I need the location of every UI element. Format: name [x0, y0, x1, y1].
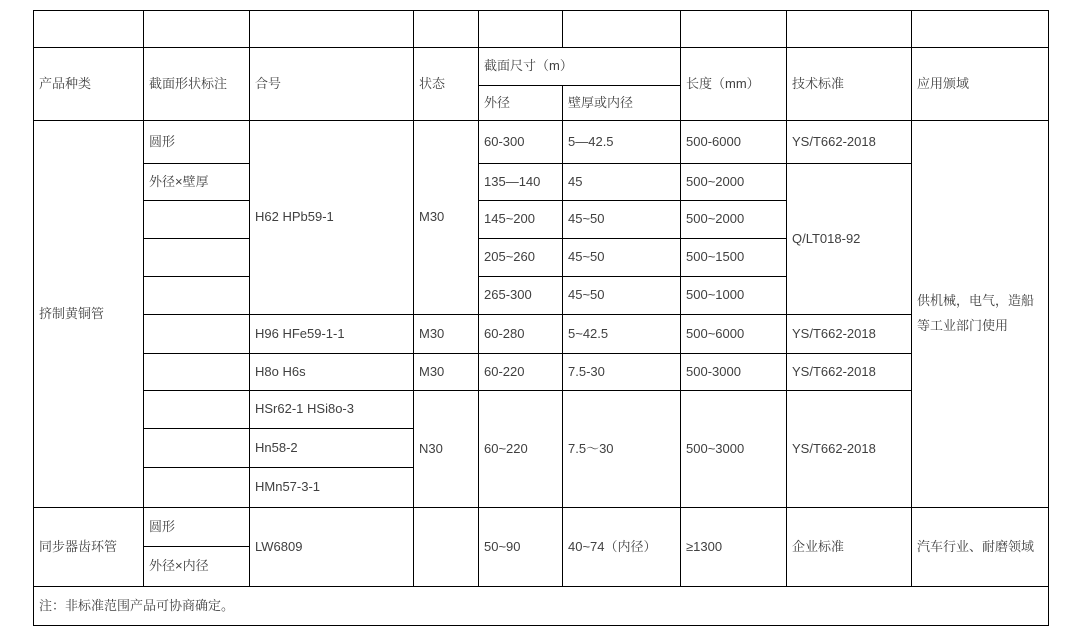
- header-section-shape: 截面形状标注: [144, 48, 250, 121]
- cell-wall: 7.5～30: [563, 391, 681, 508]
- header-application: 应用颁域: [912, 48, 1049, 121]
- cell-state: N30: [414, 391, 479, 508]
- blank-cell: [787, 11, 912, 48]
- cell-od: 135—140: [479, 164, 563, 201]
- cell-state: M30: [414, 315, 479, 354]
- cell-wall: 40~74（内径）: [563, 508, 681, 587]
- product-name-synchronizer: 同步器齿环管: [34, 508, 144, 587]
- cell-shape: [144, 429, 250, 468]
- header-alloy: 合号: [250, 48, 414, 121]
- cell-od: 265-300: [479, 277, 563, 315]
- cell-alloy: Hn58-2: [250, 429, 414, 468]
- cell-shape: 外径×壁厚: [144, 164, 250, 201]
- header-length: 长度（mm）: [681, 48, 787, 121]
- cell-standard: YS/T662-2018: [787, 121, 912, 164]
- cell-shape: [144, 277, 250, 315]
- cell-shape: [144, 315, 250, 354]
- blank-cell: [912, 11, 1049, 48]
- blank-cell: [681, 11, 787, 48]
- cell-shape: [144, 391, 250, 429]
- cell-wall: 7.5-30: [563, 354, 681, 391]
- blank-cell: [479, 11, 563, 48]
- header-outer-diameter: 外径: [479, 86, 563, 121]
- cell-shape: 外径×内径: [144, 547, 250, 587]
- cell-shape: [144, 239, 250, 277]
- cell-length: 500-6000: [681, 121, 787, 164]
- cell-shape: 圆形: [144, 121, 250, 164]
- header-tech-standard: 技术标准: [787, 48, 912, 121]
- cell-application-synchronizer: 汽车行业、耐磨领域: [912, 508, 1049, 587]
- cell-length: 500-3000: [681, 354, 787, 391]
- cell-od: 145~200: [479, 201, 563, 239]
- header-wall-or-inner: 壁厚或内径: [563, 86, 681, 121]
- cell-standard: YS/T662-2018: [787, 354, 912, 391]
- blank-cell: [414, 11, 479, 48]
- cell-state: M30: [414, 354, 479, 391]
- cell-standard: YS/T662-2018: [787, 391, 912, 508]
- table-row: [34, 354, 1049, 391]
- cell-application-extruded: 供机械，电气，造船等工业部门使用: [912, 121, 1049, 508]
- cell-state: M30: [414, 121, 479, 315]
- blank-cell: [34, 11, 144, 48]
- cell-alloy: H96 HFe59-1-1: [250, 315, 414, 354]
- cell-od: 60~220: [479, 391, 563, 508]
- cell-length: 500~3000: [681, 391, 787, 508]
- table-row: [34, 164, 1049, 201]
- cell-alloy: HMn57-3-1: [250, 468, 414, 508]
- cell-alloy: H8o H6s: [250, 354, 414, 391]
- cell-standard: 企业标准: [787, 508, 912, 587]
- cell-length: 500~2000: [681, 201, 787, 239]
- cell-shape: [144, 201, 250, 239]
- cell-alloy: HSr62-1 HSi8o-3: [250, 391, 414, 429]
- header-product-type: 产品种类: [34, 48, 144, 121]
- cell-wall: 45: [563, 164, 681, 201]
- table-row: [34, 391, 1049, 429]
- cell-standard: YS/T662-2018: [787, 315, 912, 354]
- cell-length: 500~1000: [681, 277, 787, 315]
- header-section-size: 截面尺寸（m）: [479, 48, 681, 86]
- cell-shape: [144, 354, 250, 391]
- cell-shape: [144, 468, 250, 508]
- cell-standard: Q/LT018-92: [787, 164, 912, 315]
- table-note: 注：非标准范围产品可协商确定。: [34, 587, 1049, 626]
- cell-alloy: H62 HPb59-1: [250, 121, 414, 315]
- cell-od: 205~260: [479, 239, 563, 277]
- cell-alloy: LW6809: [250, 508, 414, 587]
- cell-length: 500~6000: [681, 315, 787, 354]
- cell-shape: 圆形: [144, 508, 250, 547]
- cell-state: [414, 508, 479, 587]
- cell-od: 60-220: [479, 354, 563, 391]
- blank-cell: [563, 11, 681, 48]
- table-row: [34, 315, 1049, 354]
- blank-row: [34, 11, 1049, 48]
- product-spec-table: [33, 10, 1049, 626]
- cell-length: ≥1300: [681, 508, 787, 587]
- cell-wall: 45~50: [563, 239, 681, 277]
- cell-wall: 5—42.5: [563, 121, 681, 164]
- table-row: [34, 508, 1049, 547]
- cell-od: 60-300: [479, 121, 563, 164]
- cell-wall: 45~50: [563, 277, 681, 315]
- cell-od: 60-280: [479, 315, 563, 354]
- cell-wall: 5~42.5: [563, 315, 681, 354]
- header-row-main: [34, 48, 1049, 86]
- cell-od: 50~90: [479, 508, 563, 587]
- cell-wall: 45~50: [563, 201, 681, 239]
- cell-length: 500~2000: [681, 164, 787, 201]
- table-row: [34, 121, 1049, 164]
- product-name-extruded-brass: 挤制黄铜管: [34, 121, 144, 508]
- blank-cell: [144, 11, 250, 48]
- cell-length: 500~1500: [681, 239, 787, 277]
- blank-cell: [250, 11, 414, 48]
- note-row: [34, 587, 1049, 626]
- header-state: 状态: [414, 48, 479, 121]
